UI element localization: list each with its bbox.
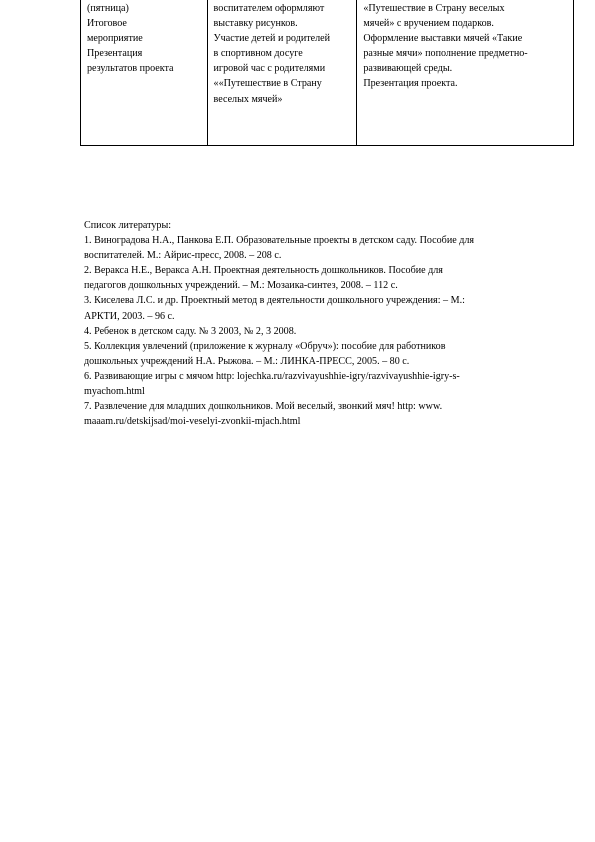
reference-line: воспитателей. М.: Айрис-пресс, 2008. – 208 с.	[84, 250, 282, 262]
reference-line: 6. Развивающие игры с мячом http: lojechka.ru/razvivayushhie-igry/razvivayushhie-igry-s-	[84, 370, 460, 382]
reference-line: myachom.html	[84, 386, 145, 398]
table-cell-stage	[81, 0, 208, 146]
project-plan-table	[80, 0, 574, 146]
reference-line: 7. Развлечение для младших дошкольников. Мой веселый, звонкий мяч! http: www.	[84, 401, 443, 413]
cell-line: развивающей среды.	[363, 63, 453, 75]
cell-line: Презентация	[87, 48, 143, 60]
table-cell-results	[357, 0, 574, 146]
cell-line: разные мячи» пополнение предметно-	[363, 48, 528, 60]
reference-line: 3. Киселева Л.С. и др. Проектный метод в деятельности дошкольного учреждения: – М.:	[84, 295, 465, 307]
cell-line: (пятница)	[87, 3, 129, 14]
reference-line: дошкольных учреждений Н.А. Рыжова. – М.: ЛИНКА-ПРЕСС, 2005. – 80 с.	[84, 355, 410, 367]
reference-line: 2. Веракса Н.Е., Веракса А.Н. Проектная деятельность дошкольников. Пособие для	[84, 265, 443, 277]
reference-line: 5. Коллекция увлечений (приложение к журналу «Обруч»): пособие для работников	[84, 340, 446, 352]
cell-line: мероприятие	[87, 33, 143, 45]
cell-line: выставку рисунков.	[213, 18, 298, 30]
references-section	[84, 218, 564, 429]
cell-line: веселых мячей»	[213, 93, 283, 105]
reference-line: АРКТИ, 2003. – 96 с.	[84, 310, 175, 322]
cell-line: Участие детей и родителей	[213, 33, 331, 45]
cell-line: Оформление выставки мячей «Такие	[363, 33, 523, 45]
cell-line: в спортивном досуге	[213, 48, 303, 60]
cell-line: мячей» с вручением подарков.	[363, 18, 494, 30]
reference-line: 1. Виноградова Н.А., Панкова Е.П. Образовательные проекты в детском саду. Пособие для	[84, 235, 475, 247]
table-cell-activities	[207, 0, 357, 146]
cell-line: игровой час с родителями	[213, 63, 326, 75]
cell-line: Итоговое	[87, 18, 127, 30]
references-heading: Список литературы:	[84, 220, 172, 231]
reference-line: maaam.ru/detskijsad/moi-veselyi-zvonkii-mjach.html	[84, 416, 301, 428]
cell-line: ««Путешествие в Страну	[213, 78, 322, 90]
cell-line: «Путешествие в Страну веселых	[363, 3, 505, 14]
table-row	[81, 0, 574, 146]
cell-line: воспитателем оформляют	[213, 3, 325, 14]
reference-line: 4. Ребенок в детском саду. № 3 2003, № 2, 3 2008.	[84, 325, 297, 337]
cell-line: Презентация проекта.	[363, 78, 458, 90]
cell-line: результатов проекта	[87, 63, 174, 75]
reference-line: педагогов дошкольных учреждений. – М.: Мозаика-синтез, 2008. – 112 с.	[84, 280, 398, 292]
